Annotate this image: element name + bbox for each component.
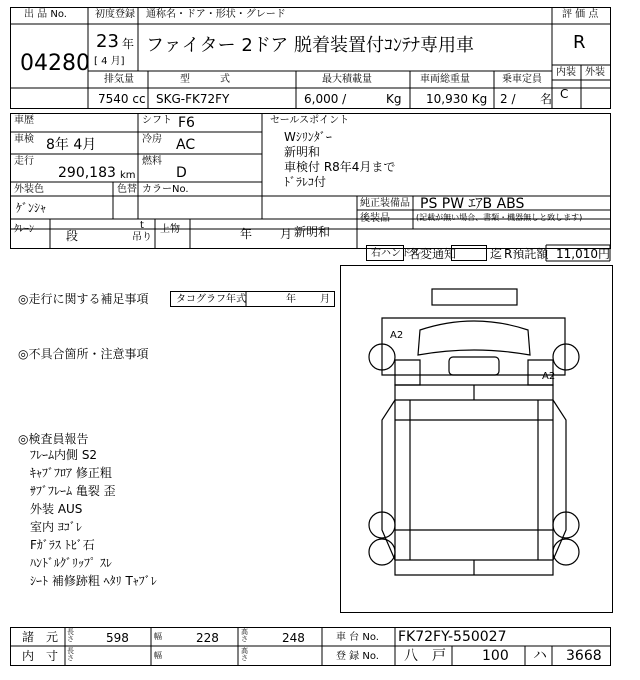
tire-front-right [553, 344, 579, 370]
chassis-no: FK72FY-550027 [398, 629, 507, 645]
dims-label: 諸 元 [22, 630, 59, 644]
interior-width-label: 幅 [154, 651, 162, 660]
exterior-label: 外装 [585, 67, 605, 78]
lot-number: 04280 [20, 51, 90, 76]
reg-label: 初度登録 [95, 9, 135, 20]
chassis-label: 車 台 No. [336, 632, 379, 643]
sales-point-2: 新明和 [284, 145, 321, 159]
width-value: 228 [196, 631, 219, 645]
ext-color-value: ｹﾞﾝｼｬ [16, 201, 47, 215]
width-label: 幅 [154, 632, 162, 641]
inspector-line-8: ｼｰﾄ 補修跡粗 ﾍﾀﾘ Tｬﾌﾞﾚ [30, 574, 157, 588]
fuel-label: 燃料 [142, 156, 162, 167]
inspector-line-3: ｻﾌﾞﾌﾚｰﾑ 亀裂 歪 [30, 484, 116, 498]
height-label: 高さ [241, 628, 248, 643]
history-label: 車歴 [14, 115, 34, 126]
mileage-value: 290,183 [58, 165, 116, 181]
shift-value: F6 [178, 115, 195, 131]
crane-stage-unit: 段 [66, 229, 79, 243]
deadline-label: 迄 [490, 247, 503, 261]
name-change-label: 名変通知 [408, 247, 457, 261]
eval-label: 評 価 点 [562, 9, 599, 20]
inspector-line-7: ﾊﾝﾄﾞﾙｸﾞﾘｯﾌﾟ ｽﾚ [30, 556, 112, 570]
reg-year-unit: 年 [122, 37, 135, 51]
tacho-year-unit: 年 [286, 294, 296, 305]
car-name: ファイター 2ドア 脱着装置付ｺﾝﾃﾅ専用車 [146, 35, 474, 56]
handle-side: 右ハンドル [371, 248, 421, 259]
inspector-line-2: ｷｬﾌﾞﾌﾛｱ 修正粗 [30, 466, 112, 480]
capacity: 2 / [500, 92, 516, 106]
body-month-unit: 月 [280, 227, 293, 241]
tacho-label: タコグラフ年式 [176, 294, 246, 305]
model-label: 型 式 [180, 74, 230, 85]
body-year-unit: 年 [240, 227, 253, 241]
gross-weight: 10,930 Kg [426, 92, 488, 106]
height-value: 248 [282, 631, 305, 645]
reg-year: 23 [96, 31, 119, 52]
shift-label: シフト [142, 115, 172, 126]
displacement: 7540 cc [98, 92, 146, 106]
fuel-value: D [176, 165, 187, 181]
damage-mark-front-left: A2 [390, 330, 404, 341]
crane-ton-unit: t [140, 220, 144, 231]
sales-points-label: セールスポイント [270, 115, 350, 126]
driving-notes-label: ◎走行に関する補足事項 [18, 292, 149, 306]
inspector-line-4: 外装 AUS [30, 502, 83, 516]
color-change-label: 色替 [117, 184, 137, 195]
plate-number: 3668 [566, 648, 602, 664]
ext-color-label: 外装色 [14, 184, 44, 195]
interior-grade: C [560, 87, 569, 101]
model: SKG-FK72FY [156, 92, 230, 106]
body-label: 上物 [160, 224, 180, 235]
inspector-line-1: ﾌﾚｰﾑ内側 S2 [30, 448, 98, 462]
mileage-label: 走行 [14, 156, 34, 167]
max-load-label: 最大積載量 [322, 74, 372, 85]
displacement-label: 排気量 [104, 74, 134, 85]
capacity-label: 乗車定員 [502, 74, 542, 85]
equipment-label: 純正装備品 [360, 198, 410, 209]
crane-hoist-unit: 吊り [132, 232, 152, 243]
aftermarket-note: (記載が無い場合、書類・機器無しと致します) [416, 213, 583, 222]
windshield [418, 321, 530, 355]
body-outline [395, 385, 553, 575]
interior-dims-label: 内 寸 [22, 649, 59, 663]
aftermarket-label: 後装品 [360, 213, 390, 224]
interior-label: 内装 [556, 67, 576, 78]
crane-label: ｸﾚｰﾝ [14, 224, 34, 235]
plate-class: 100 [482, 648, 509, 664]
sales-point-4: ﾄﾞﾗﾚｺ付 [284, 175, 327, 189]
name-label: 通称名・ドア・形状・グレード [146, 9, 286, 20]
length-value: 598 [106, 631, 129, 645]
defects-label: ◎不具合箇所・注意事項 [18, 347, 149, 361]
sales-point-3: 車検付 R8年4月まで [284, 160, 396, 174]
equipment-value: PS PW ｴｱB ABS [420, 196, 525, 212]
inspector-label: ◎検査員報告 [18, 432, 89, 446]
inspector-line-6: Fｶﾞﾗｽ ﾄﾋﾞ石 [30, 538, 95, 552]
max-load-unit: Kg [386, 92, 402, 106]
sales-point-1: Wｼﾘﾝﾀﾞｰ [284, 130, 332, 144]
gross-weight-label: 車両総重量 [420, 74, 470, 85]
cab-center [449, 357, 499, 375]
reg-no-label: 登 録 No. [336, 651, 379, 662]
eval-score: R [573, 32, 586, 53]
reg-month: [ 4 月] [94, 56, 125, 67]
recycle-yen: 円 [598, 247, 611, 261]
recycle-label: R預託額 [504, 247, 549, 261]
length-label: 長さ [67, 628, 74, 643]
inspector-line-5: 室内 ﾖｺﾞﾚ [30, 520, 82, 534]
inspection-value: 8年 4月 [46, 137, 97, 153]
interior-length-label: 長さ [67, 647, 74, 662]
interior-height-label: 高さ [241, 647, 248, 662]
cab-outline [382, 318, 565, 375]
mileage-unit: km [120, 170, 136, 181]
capacity-unit: 名 [540, 92, 553, 106]
color-no-label: カラーNo. [142, 184, 189, 195]
recycle-amount: 11,010 [556, 247, 598, 261]
inspection-label: 車検 [14, 134, 34, 145]
cab-left-panel [395, 360, 420, 385]
damage-mark-front-right: A2 [542, 371, 556, 382]
ac-label: 冷房 [142, 134, 162, 145]
lot-label: 出 品 No. [24, 9, 67, 20]
body-maker: 新明和 [294, 225, 331, 239]
plate-region: 八 戸 [404, 648, 446, 664]
ac-value: AC [176, 137, 196, 153]
mirror-top [432, 289, 517, 305]
plate-kana: ハ [533, 648, 547, 664]
tacho-month-unit: 月 [320, 294, 330, 305]
max-load: 6,000 / [304, 92, 347, 106]
